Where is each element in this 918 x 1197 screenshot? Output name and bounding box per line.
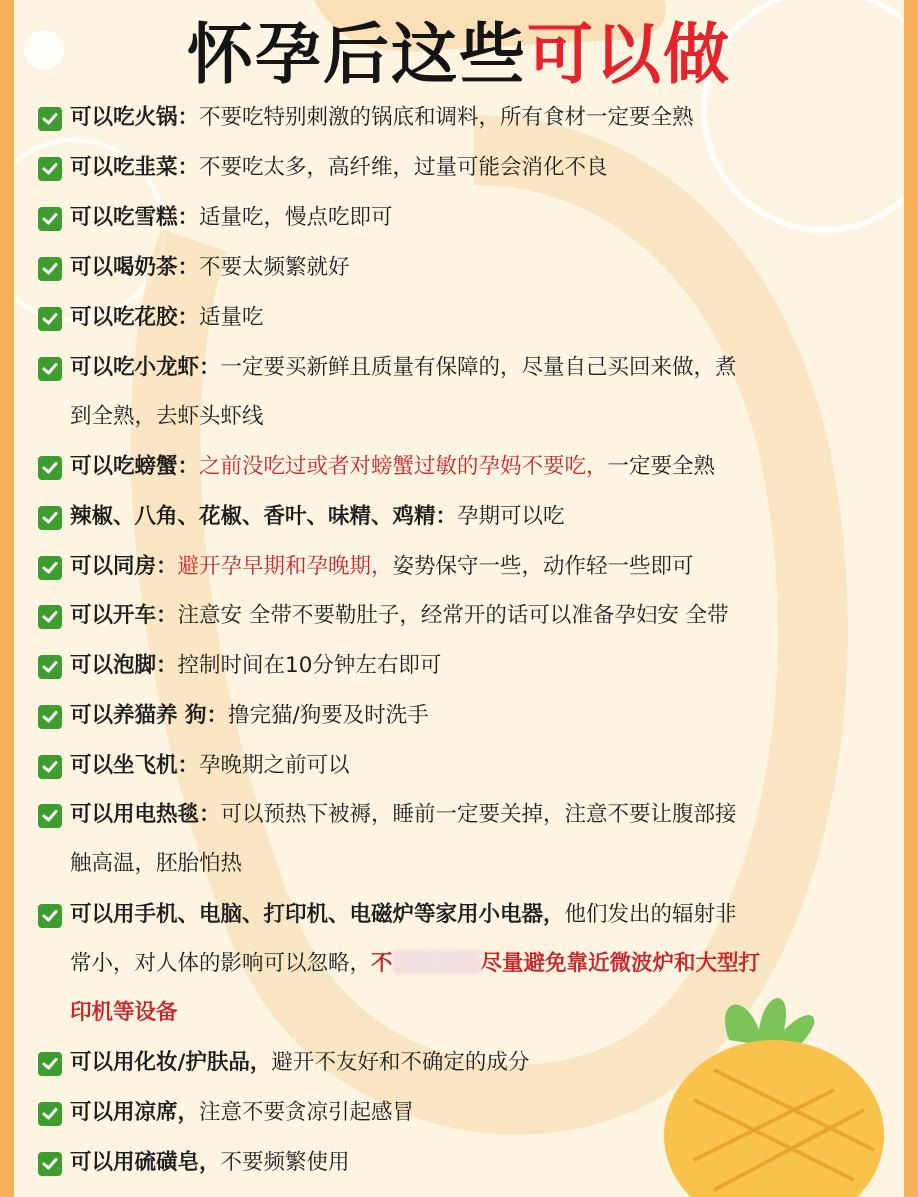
check-icon <box>38 655 62 679</box>
item-text: 撸完猫/狗要及时洗手 <box>228 703 429 728</box>
item-heading: 可以喝奶茶： <box>70 255 200 280</box>
item-continuation: 到全熟，去虾头虾线 <box>70 404 264 429</box>
check-icon <box>38 755 62 779</box>
check-icon <box>38 556 62 580</box>
item-text: 注意安 全带不要勒肚子，经常开的话可以准备孕妇安 全带 <box>177 603 729 628</box>
item-text: 姿势保守一些，动作轻一些即可 <box>392 554 694 579</box>
item-heading: 可以吃花胶： <box>70 305 200 330</box>
item-text: 一定要买新鲜且质量有保障的，尽量自己买回来做，煮 <box>220 355 737 380</box>
check-icon <box>38 904 62 928</box>
item-heading: 可以吃火锅： <box>70 105 200 130</box>
item-text: 不要频繁使用 <box>220 1150 350 1175</box>
item-heading: 可以泡脚： <box>70 653 178 678</box>
item-heading: 可以用化妆/护肤品， <box>70 1050 272 1075</box>
item-warning: 之前没吃过或者对螃蟹过敏的孕妈不要吃， <box>199 454 608 479</box>
item-warning: 不 <box>371 951 393 976</box>
item-text: 不要吃太多，高纤维，过量可能会消化不良 <box>199 155 608 180</box>
item-text: 可以预热下被褥，睡前一定要关掉，注意不要让腹部接 <box>220 802 737 827</box>
item-heading: 可以养猫养 狗： <box>70 703 228 728</box>
check-icon <box>38 506 62 530</box>
blurred-region <box>393 950 481 974</box>
title-part-red: 可以做 <box>527 16 731 93</box>
item-text: 一定要全熟 <box>607 454 716 479</box>
page-title <box>14 10 904 100</box>
check-icon <box>38 1102 62 1126</box>
item-heading: 可以吃雪糕： <box>70 205 200 230</box>
item-text: 适量吃，慢点吃即可 <box>199 205 393 230</box>
item-heading: 可以吃韭菜： <box>70 155 200 180</box>
item-heading: 可以同房： <box>70 554 178 579</box>
check-icon <box>38 357 62 381</box>
check-icon <box>38 456 62 480</box>
check-icon <box>38 1152 62 1176</box>
check-icon <box>38 705 62 729</box>
item-continuation: 触高温，胚胎怕热 <box>70 851 243 876</box>
item-heading: 可以吃小龙虾： <box>70 355 221 380</box>
item-text: 适量吃 <box>199 305 264 330</box>
item-text: 孕晚期之前可以 <box>199 753 350 778</box>
item-warning-continuation: 印机等设备 <box>70 1000 178 1025</box>
item-text: 不要太频繁就好 <box>199 255 350 280</box>
item-heading: 可以用硫磺皂， <box>70 1150 221 1175</box>
check-icon <box>38 1052 62 1076</box>
title-part-black: 怀孕后这些 <box>187 16 527 93</box>
item-heading: 可以坐飞机： <box>70 753 200 778</box>
item-text: 避开不友好和不确定的成分 <box>271 1050 530 1075</box>
check-icon <box>38 307 62 331</box>
item-continuation: 常小，对人体的影响可以忽略， <box>70 951 372 976</box>
item-text: 控制时间在10分钟左右即可 <box>177 653 442 678</box>
item-heading: 可以用电热毯： <box>70 802 221 827</box>
check-icon <box>38 257 62 281</box>
item-text: 孕期可以吃 <box>457 504 565 529</box>
item-text: 他们发出的辐射非 <box>564 902 737 927</box>
item-warning: 避开孕早期和孕晚期， <box>177 554 393 579</box>
item-text: 不要吃特别刺激的锅底和调料，所有食材一定要全熟 <box>199 105 694 130</box>
check-icon <box>38 107 62 131</box>
item-heading: 可以吃螃蟹： <box>70 454 200 479</box>
item-warning: 尽量避免靠近微波炉和大型打 <box>480 951 761 976</box>
check-icon <box>38 804 62 828</box>
item-heading: 可以用手机、电脑、打印机、电磁炉等家用小电器， <box>70 902 565 927</box>
item-heading: 可以开车： <box>70 603 178 628</box>
item-heading: 辣椒、八角、花椒、香叶、味精、鸡精： <box>70 504 458 529</box>
item-text: 注意不要贪凉引起感冒 <box>199 1100 415 1125</box>
check-icon <box>38 207 62 231</box>
item-heading: 可以用凉席， <box>70 1100 200 1125</box>
check-icon <box>38 605 62 629</box>
check-icon <box>38 157 62 181</box>
